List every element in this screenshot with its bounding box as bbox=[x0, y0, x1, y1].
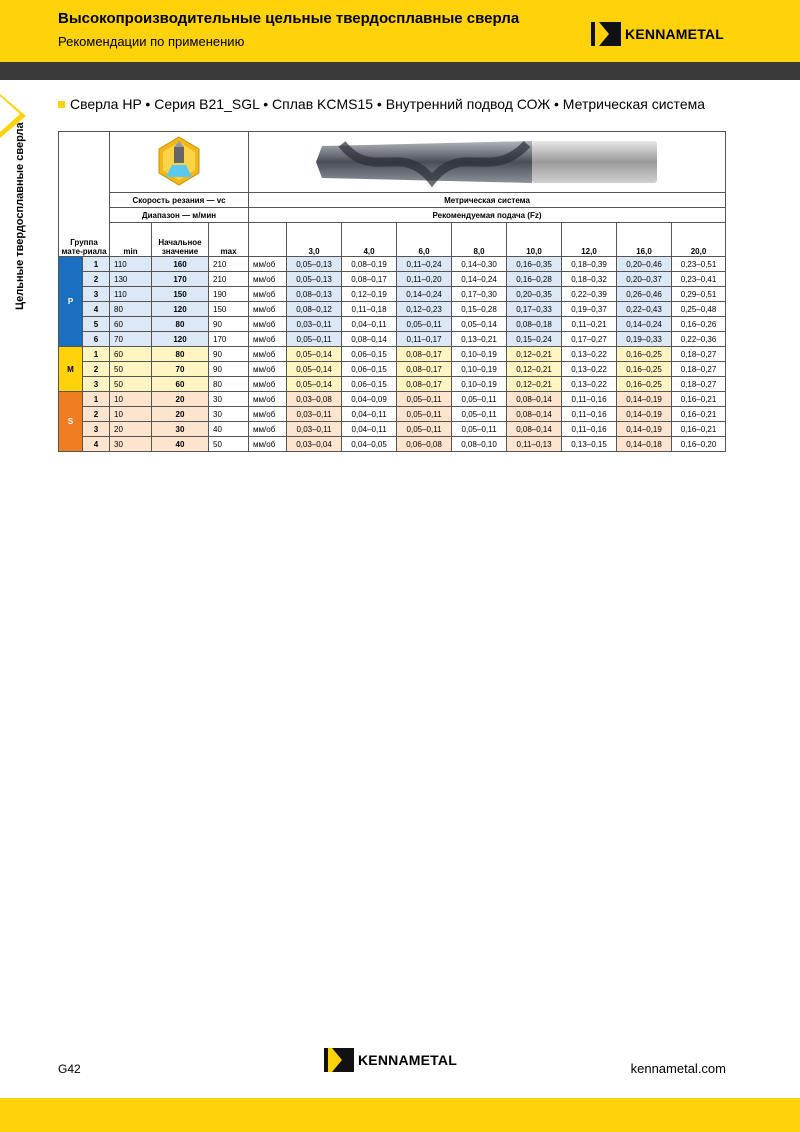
feed-value: 0,17–0,27 bbox=[562, 332, 617, 347]
table-row bbox=[59, 317, 726, 332]
feed-value: 0,14–0,24 bbox=[397, 287, 452, 302]
diameter-header: 20,0 bbox=[672, 223, 726, 257]
table-row bbox=[59, 272, 726, 287]
table-row bbox=[59, 332, 726, 347]
feed-value: 0,08–0,14 bbox=[507, 422, 562, 437]
feed-value: 0,16–0,26 bbox=[672, 317, 726, 332]
speed-min: 10 bbox=[110, 407, 152, 422]
feed-value: 0,05–0,11 bbox=[452, 422, 507, 437]
feed-value: 0,11–0,18 bbox=[342, 302, 397, 317]
speed-min: 70 bbox=[110, 332, 152, 347]
speed-start: 60 bbox=[152, 377, 209, 392]
feed-value: 0,15–0,28 bbox=[452, 302, 507, 317]
feed-speed-table bbox=[58, 131, 726, 452]
feed-value: 0,18–0,27 bbox=[672, 362, 726, 377]
speed-start: 30 bbox=[152, 422, 209, 437]
speed-header: Скорость резания — vc bbox=[110, 193, 249, 208]
feed-value: 0,11–0,16 bbox=[562, 422, 617, 437]
feed-value: 0,05–0,13 bbox=[287, 257, 342, 272]
speed-max: 90 bbox=[209, 362, 249, 377]
feed-value: 0,14–0,18 bbox=[617, 437, 672, 452]
feed-value: 0,08–0,17 bbox=[397, 347, 452, 362]
speed-start: 150 bbox=[152, 287, 209, 302]
feed-value: 0,05–0,11 bbox=[452, 407, 507, 422]
kennametal-logo-icon bbox=[591, 22, 621, 46]
speed-start: 40 bbox=[152, 437, 209, 452]
subgroup-number: 3 bbox=[83, 377, 110, 392]
feed-value: 0,14–0,19 bbox=[617, 422, 672, 437]
feed-value: 0,05–0,11 bbox=[397, 422, 452, 437]
table-row bbox=[59, 347, 726, 362]
table-row bbox=[59, 287, 726, 302]
diameter-header: 8,0 bbox=[452, 223, 507, 257]
feed-header: Рекомендуемая подача (Fz) bbox=[249, 208, 726, 223]
diameter-header: 12,0 bbox=[562, 223, 617, 257]
feed-value: 0,11–0,24 bbox=[397, 257, 452, 272]
feed-value: 0,16–0,28 bbox=[507, 272, 562, 287]
feed-value: 0,13–0,21 bbox=[452, 332, 507, 347]
feed-value: 0,05–0,14 bbox=[452, 317, 507, 332]
feed-value: 0,08–0,19 bbox=[342, 257, 397, 272]
speed-start: 80 bbox=[152, 347, 209, 362]
drill-image bbox=[312, 132, 662, 190]
feed-value: 0,08–0,17 bbox=[397, 377, 452, 392]
speed-max: 90 bbox=[209, 347, 249, 362]
feed-value: 0,14–0,30 bbox=[452, 257, 507, 272]
feed-value: 0,04–0,11 bbox=[342, 317, 397, 332]
coolant-through-icon bbox=[156, 135, 202, 187]
subgroup-number: 2 bbox=[83, 407, 110, 422]
feed-unit: мм/об bbox=[249, 257, 287, 272]
feed-value: 0,08–0,18 bbox=[507, 317, 562, 332]
speed-min: 10 bbox=[110, 392, 152, 407]
speed-min: 30 bbox=[110, 437, 152, 452]
speed-max: 210 bbox=[209, 257, 249, 272]
speed-start: 170 bbox=[152, 272, 209, 287]
feed-value: 0,20–0,46 bbox=[617, 257, 672, 272]
feed-unit: мм/об bbox=[249, 272, 287, 287]
feed-value: 0,22–0,39 bbox=[562, 287, 617, 302]
speed-min: 50 bbox=[110, 362, 152, 377]
feed-value: 0,14–0,19 bbox=[617, 392, 672, 407]
subgroup-number: 1 bbox=[83, 392, 110, 407]
speed-max: 80 bbox=[209, 377, 249, 392]
speed-min: 20 bbox=[110, 422, 152, 437]
feed-value: 0,14–0,19 bbox=[617, 407, 672, 422]
feed-value: 0,20–0,35 bbox=[507, 287, 562, 302]
feed-value: 0,10–0,19 bbox=[452, 362, 507, 377]
feed-value: 0,05–0,14 bbox=[287, 362, 342, 377]
feed-unit: мм/об bbox=[249, 317, 287, 332]
feed-value: 0,11–0,21 bbox=[562, 317, 617, 332]
feed-value: 0,16–0,21 bbox=[672, 392, 726, 407]
kennametal-logo[interactable]: KENNAMETAL bbox=[591, 22, 724, 46]
speed-max: 210 bbox=[209, 272, 249, 287]
feed-value: 0,04–0,09 bbox=[342, 392, 397, 407]
feed-value: 0,17–0,30 bbox=[452, 287, 507, 302]
feed-unit: мм/об bbox=[249, 287, 287, 302]
feed-value: 0,06–0,15 bbox=[342, 377, 397, 392]
page-subtitle: Рекомендации по применению bbox=[58, 34, 245, 49]
feed-value: 0,06–0,15 bbox=[342, 347, 397, 362]
feed-unit: мм/об bbox=[249, 302, 287, 317]
drill-image-cell bbox=[249, 132, 726, 193]
feed-value: 0,19–0,33 bbox=[617, 332, 672, 347]
side-section-label: Цельные твердосплавные сверла bbox=[14, 122, 26, 310]
feed-value: 0,16–0,21 bbox=[672, 422, 726, 437]
feed-value: 0,05–0,14 bbox=[287, 377, 342, 392]
feed-value: 0,06–0,08 bbox=[397, 437, 452, 452]
material-group-m: M bbox=[59, 347, 83, 392]
feed-unit: мм/об bbox=[249, 407, 287, 422]
subgroup-number: 3 bbox=[83, 422, 110, 437]
feed-value: 0,12–0,21 bbox=[507, 362, 562, 377]
diameter-header: 10,0 bbox=[507, 223, 562, 257]
feed-value: 0,23–0,41 bbox=[672, 272, 726, 287]
group-header: Группа мате-риала bbox=[59, 223, 110, 257]
diameter-header: 3,0 bbox=[287, 223, 342, 257]
feed-value: 0,05–0,11 bbox=[397, 317, 452, 332]
feed-unit: мм/об bbox=[249, 422, 287, 437]
feed-value: 0,08–0,12 bbox=[287, 302, 342, 317]
feed-unit: мм/об bbox=[249, 377, 287, 392]
feed-value: 0,12–0,23 bbox=[397, 302, 452, 317]
feed-value: 0,19–0,37 bbox=[562, 302, 617, 317]
feed-value: 0,15–0,24 bbox=[507, 332, 562, 347]
section-title: Сверла HP • Серия B21_SGL • Сплав KCMS15 • Внутренний подвод СОЖ • Метрическая система bbox=[58, 96, 705, 112]
subgroup-number: 4 bbox=[83, 302, 110, 317]
feed-value: 0,16–0,35 bbox=[507, 257, 562, 272]
feed-value: 0,17–0,33 bbox=[507, 302, 562, 317]
diameter-header: 4,0 bbox=[342, 223, 397, 257]
speed-min: 60 bbox=[110, 347, 152, 362]
feed-unit: мм/об bbox=[249, 362, 287, 377]
feed-value: 0,06–0,15 bbox=[342, 362, 397, 377]
feed-value: 0,13–0,22 bbox=[562, 347, 617, 362]
feed-value: 0,23–0,51 bbox=[672, 257, 726, 272]
max-header: max bbox=[209, 223, 249, 257]
speed-start: 80 bbox=[152, 317, 209, 332]
page-number: G42 bbox=[58, 1062, 81, 1076]
subgroup-number: 5 bbox=[83, 317, 110, 332]
speed-max: 50 bbox=[209, 437, 249, 452]
feed-value: 0,11–0,17 bbox=[397, 332, 452, 347]
header-bar bbox=[0, 0, 800, 62]
speed-max: 170 bbox=[209, 332, 249, 347]
header-divider bbox=[0, 62, 800, 80]
speed-start: 20 bbox=[152, 392, 209, 407]
material-group-p: P bbox=[59, 257, 83, 347]
feed-value: 0,16–0,25 bbox=[617, 347, 672, 362]
bullet-square-icon bbox=[58, 101, 65, 108]
feed-value: 0,08–0,14 bbox=[507, 392, 562, 407]
feed-value: 0,25–0,48 bbox=[672, 302, 726, 317]
corner-cell bbox=[59, 132, 110, 223]
feed-value: 0,29–0,51 bbox=[672, 287, 726, 302]
speed-max: 90 bbox=[209, 317, 249, 332]
metric-header: Метрическая система bbox=[249, 193, 726, 208]
speed-max: 30 bbox=[209, 407, 249, 422]
feed-value: 0,16–0,25 bbox=[617, 377, 672, 392]
table-row bbox=[59, 392, 726, 407]
table-row bbox=[59, 437, 726, 452]
feed-value: 0,13–0,22 bbox=[562, 362, 617, 377]
feed-value: 0,04–0,05 bbox=[342, 437, 397, 452]
speed-start: 70 bbox=[152, 362, 209, 377]
speed-max: 150 bbox=[209, 302, 249, 317]
feed-value: 0,18–0,27 bbox=[672, 347, 726, 362]
subgroup-number: 3 bbox=[83, 287, 110, 302]
feed-value: 0,08–0,14 bbox=[507, 407, 562, 422]
feed-value: 0,05–0,11 bbox=[397, 392, 452, 407]
feed-value: 0,11–0,16 bbox=[562, 407, 617, 422]
speed-max: 30 bbox=[209, 392, 249, 407]
feed-value: 0,12–0,19 bbox=[342, 287, 397, 302]
speed-min: 80 bbox=[110, 302, 152, 317]
kennametal-logo-icon bbox=[324, 1048, 354, 1072]
feed-value: 0,16–0,25 bbox=[617, 362, 672, 377]
feed-value: 0,08–0,14 bbox=[342, 332, 397, 347]
feed-value: 0,03–0,04 bbox=[287, 437, 342, 452]
speed-start: 20 bbox=[152, 407, 209, 422]
feed-value: 0,11–0,16 bbox=[562, 392, 617, 407]
feed-value: 0,03–0,11 bbox=[287, 422, 342, 437]
feed-value: 0,05–0,13 bbox=[287, 272, 342, 287]
start-value-header: Начальное значение bbox=[152, 223, 209, 257]
feed-value: 0,20–0,37 bbox=[617, 272, 672, 287]
feed-value: 0,13–0,15 bbox=[562, 437, 617, 452]
subgroup-number: 2 bbox=[83, 272, 110, 287]
subgroup-number: 2 bbox=[83, 362, 110, 377]
table-row bbox=[59, 407, 726, 422]
feed-value: 0,05–0,11 bbox=[397, 407, 452, 422]
subgroup-number: 1 bbox=[83, 257, 110, 272]
feed-value: 0,03–0,11 bbox=[287, 317, 342, 332]
feed-unit: мм/об bbox=[249, 347, 287, 362]
feed-value: 0,04–0,11 bbox=[342, 422, 397, 437]
speed-min: 110 bbox=[110, 257, 152, 272]
feed-value: 0,10–0,19 bbox=[452, 347, 507, 362]
subgroup-number: 1 bbox=[83, 347, 110, 362]
feed-value: 0,16–0,21 bbox=[672, 407, 726, 422]
table-row bbox=[59, 302, 726, 317]
feed-value: 0,22–0,43 bbox=[617, 302, 672, 317]
subgroup-number: 4 bbox=[83, 437, 110, 452]
material-group-s: S bbox=[59, 392, 83, 452]
feed-value: 0,14–0,24 bbox=[617, 317, 672, 332]
feed-value: 0,08–0,17 bbox=[342, 272, 397, 287]
feed-value: 0,10–0,19 bbox=[452, 377, 507, 392]
feed-value: 0,11–0,20 bbox=[397, 272, 452, 287]
feed-value: 0,05–0,14 bbox=[287, 347, 342, 362]
speed-min: 130 bbox=[110, 272, 152, 287]
speed-start: 120 bbox=[152, 302, 209, 317]
speed-min: 50 bbox=[110, 377, 152, 392]
website-link[interactable]: kennametal.com bbox=[630, 1061, 726, 1076]
table-row bbox=[59, 377, 726, 392]
feed-unit: мм/об bbox=[249, 332, 287, 347]
feed-unit: мм/об bbox=[249, 392, 287, 407]
feed-unit: мм/об bbox=[249, 437, 287, 452]
feed-value: 0,04–0,11 bbox=[342, 407, 397, 422]
feed-value: 0,22–0,36 bbox=[672, 332, 726, 347]
speed-min: 60 bbox=[110, 317, 152, 332]
feed-value: 0,03–0,08 bbox=[287, 392, 342, 407]
feed-value: 0,05–0,11 bbox=[287, 332, 342, 347]
subgroup-number: 6 bbox=[83, 332, 110, 347]
feed-value: 0,11–0,13 bbox=[507, 437, 562, 452]
feed-value: 0,08–0,17 bbox=[397, 362, 452, 377]
feed-value: 0,14–0,24 bbox=[452, 272, 507, 287]
min-header: min bbox=[110, 223, 152, 257]
feed-value: 0,18–0,27 bbox=[672, 377, 726, 392]
speed-max: 190 bbox=[209, 287, 249, 302]
diameter-header: 16,0 bbox=[617, 223, 672, 257]
table-row bbox=[59, 257, 726, 272]
speed-start: 120 bbox=[152, 332, 209, 347]
speed-max: 40 bbox=[209, 422, 249, 437]
feed-value: 0,08–0,13 bbox=[287, 287, 342, 302]
feed-value: 0,12–0,21 bbox=[507, 377, 562, 392]
feed-value: 0,13–0,22 bbox=[562, 377, 617, 392]
footer-bar bbox=[0, 1098, 800, 1132]
speed-min: 110 bbox=[110, 287, 152, 302]
feed-value: 0,05–0,11 bbox=[452, 392, 507, 407]
feed-value: 0,16–0,20 bbox=[672, 437, 726, 452]
feed-value: 0,26–0,46 bbox=[617, 287, 672, 302]
unit-header bbox=[249, 223, 287, 257]
range-header: Диапазон — м/мин bbox=[110, 208, 249, 223]
feed-value: 0,18–0,32 bbox=[562, 272, 617, 287]
table-row bbox=[59, 362, 726, 377]
footer-kennametal-logo[interactable]: KENNAMETAL bbox=[324, 1048, 457, 1072]
speed-start: 160 bbox=[152, 257, 209, 272]
diameter-header: 6,0 bbox=[397, 223, 452, 257]
feed-value: 0,18–0,39 bbox=[562, 257, 617, 272]
feed-value: 0,12–0,21 bbox=[507, 347, 562, 362]
table-row bbox=[59, 422, 726, 437]
feed-value: 0,03–0,11 bbox=[287, 407, 342, 422]
coolant-icon-cell bbox=[110, 132, 249, 193]
feed-value: 0,08–0,10 bbox=[452, 437, 507, 452]
page-title: Высокопроизводительные цельные твердосплавные сверла bbox=[58, 10, 520, 27]
